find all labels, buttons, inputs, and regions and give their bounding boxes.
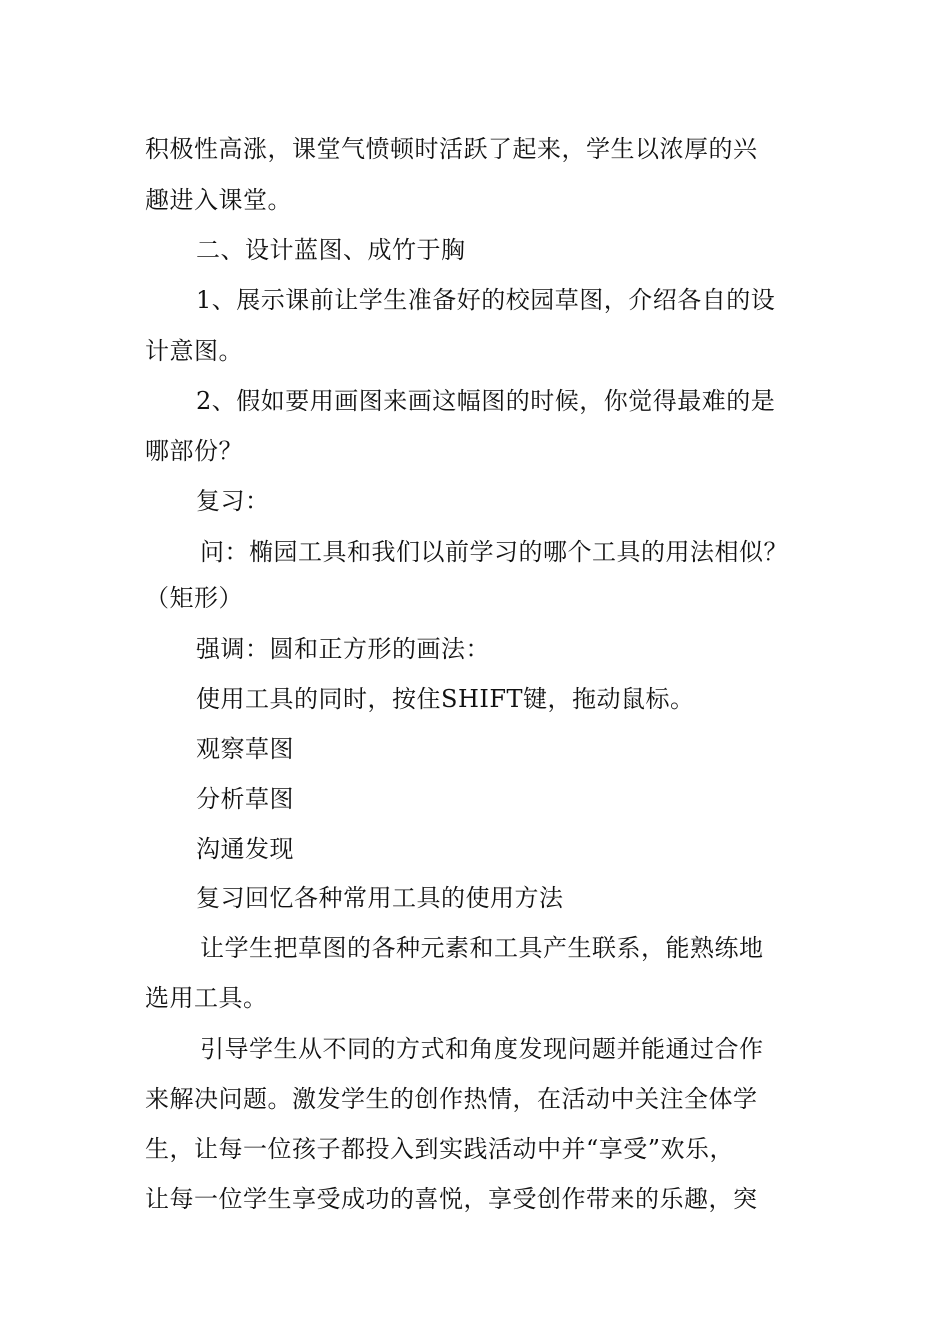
section-heading: 二、设计蓝图、成竹于胸: [196, 236, 466, 264]
paragraph-line: 趣进入课堂。: [145, 186, 292, 214]
paragraph-line: 选用工具。: [145, 984, 268, 1012]
paragraph-line: 观察草图: [196, 735, 294, 763]
paragraph-line: 积极性高涨，课堂气愤顿时活跃了起来，学生以浓厚的兴: [145, 135, 758, 163]
paragraph-line: 来解决问题。激发学生的创作热情，在活动中关注全体学: [145, 1085, 758, 1113]
paragraph-line: 生，让每一位孩子都投入到实践活动中并“享受”欢乐，: [145, 1135, 735, 1163]
paragraph-line: 使用工具的同时，按住SHIFT键，拖动鼠标。: [196, 685, 695, 713]
paragraph-line: 让学生把草图的各种元素和工具产生联系，能熟练地: [200, 934, 764, 962]
paragraph-line: 引导学生从不同的方式和角度发现问题并能通过合作: [200, 1035, 764, 1063]
paragraph-line: 复习：: [196, 487, 270, 515]
paragraph-line: 哪部份？: [145, 437, 243, 465]
paragraph-line: 计意图。: [145, 337, 243, 365]
paragraph-line: 让每一位学生享受成功的喜悦，享受创作带来的乐趣，突: [145, 1185, 758, 1213]
paragraph-line: 1、展示课前让学生准备好的校园草图，介绍各自的设: [196, 286, 776, 314]
paragraph-line: 2、假如要用画图来画这幅图的时候，你觉得最难的是: [196, 387, 776, 415]
paragraph-line: 强调：圆和正方形的画法：: [196, 635, 490, 663]
paragraph-line: 沟通发现: [196, 835, 294, 863]
paragraph-line: 复习回忆各种常用工具的使用方法: [196, 884, 564, 912]
paragraph-line: 问：椭园工具和我们以前学习的哪个工具的用法相似？: [200, 538, 788, 566]
paragraph-line: （矩形）: [145, 584, 243, 612]
paragraph-line: 分析草图: [196, 785, 294, 813]
